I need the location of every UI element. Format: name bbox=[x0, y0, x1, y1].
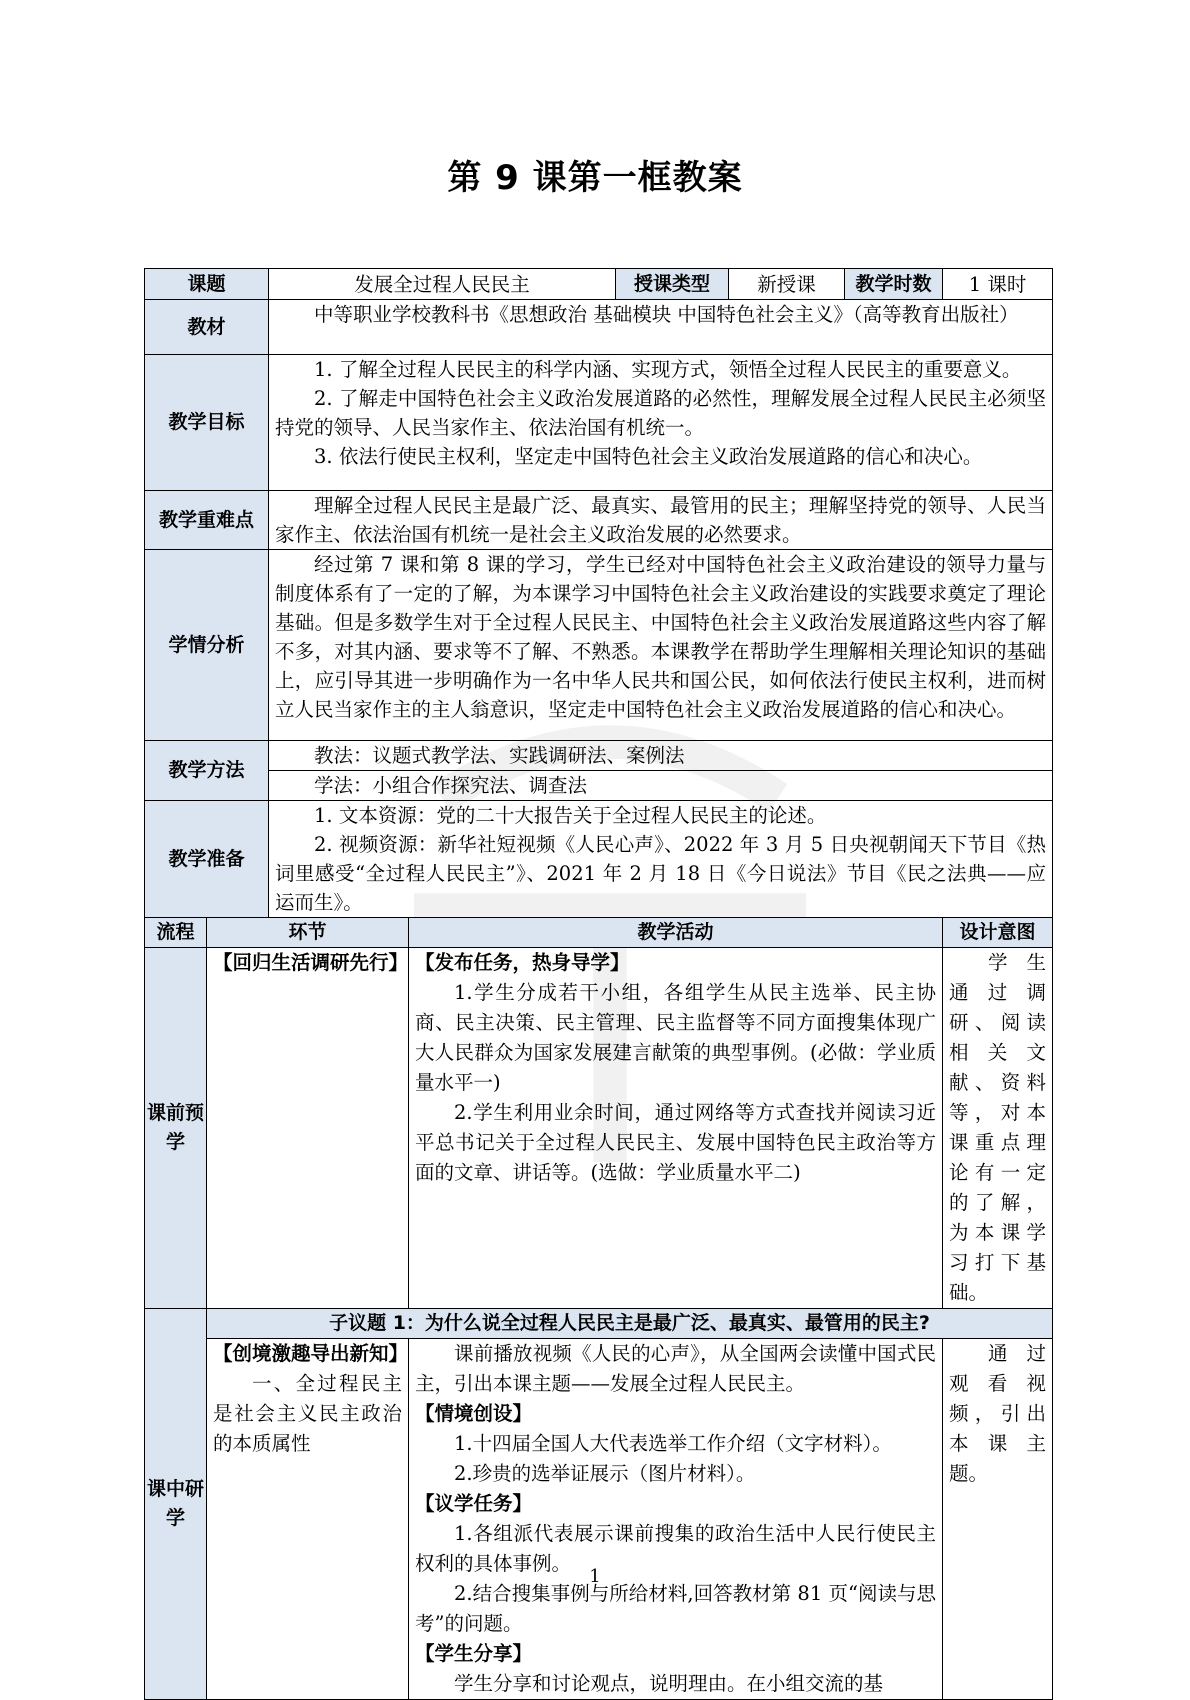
analysis-label: 学情分析 bbox=[145, 550, 269, 741]
topic-label: 课题 bbox=[145, 269, 269, 300]
flow-segment-header: 环节 bbox=[207, 918, 409, 948]
inclass-segment-cell bbox=[207, 1339, 409, 1700]
page-title: 第 9 课第一框教案 bbox=[447, 158, 743, 198]
share-heading: 【学生分享】 bbox=[415, 1642, 533, 1665]
lesson-hours-value: 1 课时 bbox=[943, 269, 1053, 300]
task-item: 2.结合搜集事例与所给材料,回答教材第 81 页“阅读与思考”的问题。 bbox=[415, 1582, 937, 1635]
lesson-plan-table bbox=[144, 268, 1053, 1700]
textbook-cell bbox=[269, 300, 1053, 355]
lesson-type-label: 授课类型 bbox=[616, 269, 729, 300]
key-points-cell bbox=[269, 491, 1053, 550]
preclass-task-heading: 【发布任务，热身导学】 bbox=[415, 951, 630, 974]
flow-intent-header: 设计意图 bbox=[943, 918, 1053, 948]
scene-item: 1.十四届全国人大代表选举工作介绍（文字材料）。 bbox=[454, 1432, 892, 1455]
inclass-intent-cell bbox=[943, 1339, 1053, 1700]
objectives-label: 教学目标 bbox=[145, 355, 269, 491]
preclass-process: 课前预学 bbox=[145, 948, 207, 1309]
inclass-intent: 通过观看视频，引出本课主题。 bbox=[949, 1342, 1047, 1485]
lesson-type-value: 新授课 bbox=[729, 269, 845, 300]
preclass-segment-cell bbox=[207, 948, 409, 1309]
topic-value: 发展全过程人民民主 bbox=[269, 269, 616, 300]
learning-method-text: 学法：小组合作探究法、调查法 bbox=[314, 774, 588, 797]
objective-item: 1. 了解全过程人民民主的科学内涵、实现方式，领悟全过程人民民主的重要意义。 bbox=[314, 358, 1022, 381]
teaching-method-cell bbox=[269, 741, 1053, 771]
preclass-segment: 【回归生活调研先行】 bbox=[213, 951, 409, 974]
textbook-text: 中等职业学校教科书《思想政治 基础模块 中国特色社会主义》（高等教育出版社） bbox=[314, 303, 1019, 326]
lesson-hours-label: 教学时数 bbox=[845, 269, 943, 300]
methods-label: 教学方法 bbox=[145, 741, 269, 801]
inclass-process: 课中研学 bbox=[145, 1309, 207, 1700]
analysis-text: 经过第 7 课和第 8 课的学习，学生已经对中国特色社会主义政治建设的领导力量与制度体系有了一定的了解，为本课学习中国特色社会主义政治建设的实践要求奠定了理论基础。但是多数学生对于全过程人民民主、中国特色社会主义政治发展道路这些内容了解不多，对其内涵、要求等不了解、不熟悉。本课教学在帮助学生理解相关理论知识的基础上，应引导其进一步明确作为一名中华人民共和国公民，如何依法行使民主权利，进而树立人民当家作主的主人翁意识，坚定走中国特色社会主义政治发展道路的信心和决心。 bbox=[275, 553, 1047, 721]
scene-item: 2.珍贵的选举证展示（图片材料）。 bbox=[454, 1462, 756, 1485]
inclass-intro: 课前播放视频《人民的心声》，从全国两会读懂中国式民主，引出本课主题——发展全过程人民民主。 bbox=[415, 1342, 937, 1395]
key-points-text: 理解全过程人民民主是最广泛、最真实、最管用的民主；理解坚持党的领导、人民当家作主、依法治国有机统一是社会主义政治发展的必然要求。 bbox=[275, 494, 1047, 546]
task-heading: 【议学任务】 bbox=[415, 1492, 533, 1515]
preparation-cell bbox=[269, 801, 1053, 918]
teaching-method-text: 教法：议题式教学法、实践调研法、案例法 bbox=[314, 744, 685, 767]
preparation-item: 1. 文本资源：党的二十大报告关于全过程人民民主的论述。 bbox=[314, 804, 827, 827]
inclass-segment-heading: 【创境激趣导出新知】 bbox=[213, 1342, 409, 1365]
preclass-intent: 学生通过调研、阅读相关文献、资料等，对本课重点理论有一定的了解，为本课学习打下基础。 bbox=[949, 951, 1047, 1304]
objective-item: 2. 了解走中国特色社会主义政治发展道路的必然性，理解发展全过程人民民主必须坚持党的领导、人民当家作主、依法治国有机统一。 bbox=[275, 387, 1047, 439]
inclass-segment-text: 一、全过程民主是社会主义民主政治的本质属性 bbox=[213, 1372, 403, 1455]
subtopic-1: 子议题 1：为什么说全过程人民民主是最广泛、最真实、最管用的民主? bbox=[207, 1309, 1053, 1339]
preparation-label: 教学准备 bbox=[145, 801, 269, 918]
preclass-task-item: 1.学生分成若干小组，各组学生从民主选举、民主协商、民主决策、民主管理、民主监督等不同方面搜集体现广大人民群众为国家发展建言献策的典型事例。(必做：学业质量水平一) bbox=[415, 981, 937, 1094]
textbook-label: 教材 bbox=[145, 300, 269, 355]
key-points-label: 教学重难点 bbox=[145, 491, 269, 550]
preparation-item: 2. 视频资源：新华社短视频《人民心声》、2022 年 3 月 5 日央视朝闻天下节目《热词里感受“全过程人民民主”》、2021 年 2 月 18 日《今日说法》节目《民之法典——应运而生》。 bbox=[275, 833, 1047, 914]
analysis-cell bbox=[269, 550, 1053, 741]
task-item: 1.各组派代表展示课前搜集的政治生活中人民行使民主权利的具体事例。 bbox=[415, 1522, 937, 1575]
preclass-activity-cell bbox=[409, 948, 943, 1309]
learning-method-cell bbox=[269, 771, 1053, 801]
share-text: 学生分享和讨论观点，说明理由。在小组交流的基 bbox=[454, 1672, 884, 1695]
objectives-cell bbox=[269, 355, 1053, 491]
scene-heading: 【情境创设】 bbox=[415, 1402, 533, 1425]
flow-process-header: 流程 bbox=[145, 918, 207, 948]
flow-activity-header: 教学活动 bbox=[409, 918, 943, 948]
inclass-activity-cell bbox=[409, 1339, 943, 1700]
preclass-intent-cell bbox=[943, 948, 1053, 1309]
preclass-task-item: 2.学生利用业余时间，通过网络等方式查找并阅读习近平总书记关于全过程人民民主、发展中国特色民主政治等方面的文章、讲话等。(选做：学业质量水平二) bbox=[415, 1101, 937, 1184]
page-number: 1 bbox=[589, 1566, 601, 1587]
objective-item: 3. 依法行使民主权利，坚定走中国特色社会主义政治发展道路的信心和决心。 bbox=[314, 445, 983, 468]
